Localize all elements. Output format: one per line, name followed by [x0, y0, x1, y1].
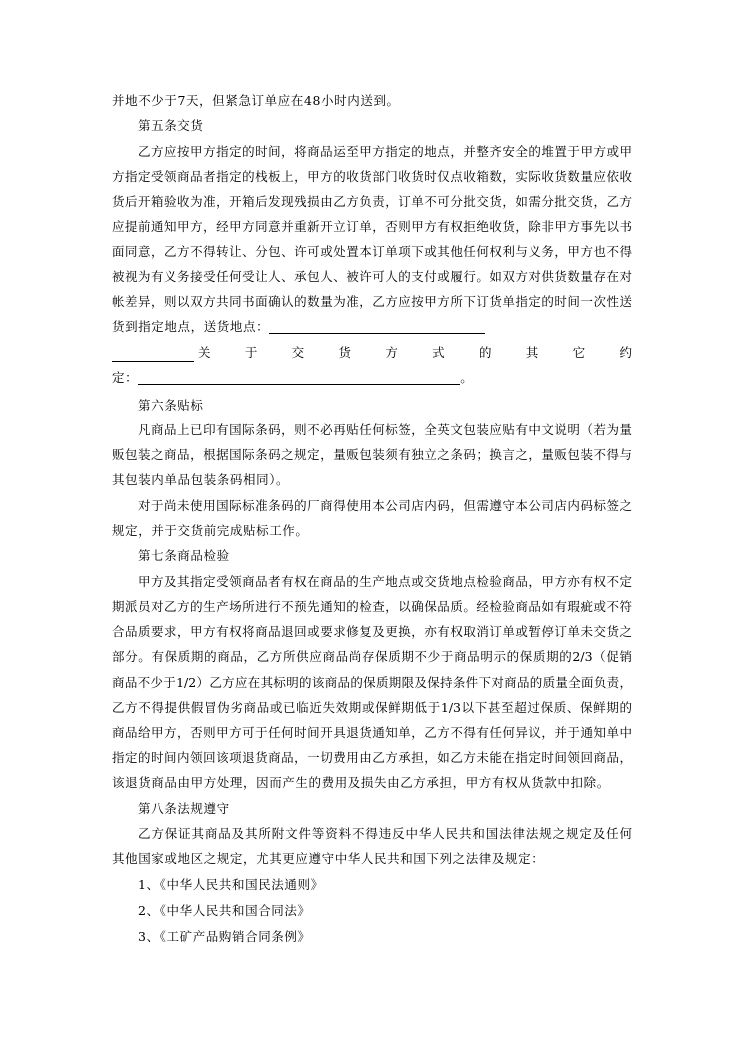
other-terms-continuation	[112, 366, 632, 390]
law-item-1: 1、《中华人民共和国民法通则》	[138, 877, 324, 892]
other-terms-char: 方	[385, 345, 398, 360]
other-terms-char: 式	[432, 345, 445, 360]
other-terms-label	[194, 341, 632, 365]
text-line: 规定，并于交货前完成贴标工作。	[112, 523, 309, 538]
other-terms-char: 约	[619, 345, 632, 360]
text-line: 凡商品上已印有国际条码，则不必再贴任何标签，全英文包装应贴有中文说明（若为量	[138, 422, 632, 437]
text-line: 乙方保证其商品及其所附文件等资料不得违反中华人民共和国法律法规之规定及任何	[138, 826, 632, 841]
text-line: 指定的时间内领回该项退货商品，一切费用由乙方承担，如乙方未能在指定时间领回商品，	[112, 750, 632, 765]
text-line: 甲方及其指定受领商品者有权在商品的生产地点或交货地点检验商品，甲方亦有权不定	[138, 574, 632, 589]
delivery-address-label: 货到指定地点，送货地点：	[112, 319, 270, 334]
text-line: 面同意，乙方不得转让、分包、许可或处置本订单项下或其他任何权利与义务，甲方也不得	[112, 244, 632, 259]
other-terms-char: 其	[525, 345, 539, 360]
section-heading-8: 第八条法规遵守	[138, 801, 230, 816]
other-terms-blank[interactable]	[112, 345, 194, 362]
section-heading-6: 第六条贴标	[138, 398, 204, 413]
section-heading-5: 第五条交货	[138, 118, 204, 133]
other-terms-char: 于	[244, 345, 258, 360]
text-line: 帐差异，则以双方共同书面确认的数量为准，乙方应按甲方所下订货单指定的时间一次性送	[112, 294, 632, 309]
other-terms-line	[112, 341, 632, 365]
delivery-address-line	[112, 315, 632, 339]
text-line: 合品质要求，甲方有权将商品退回或要求修复及更换，亦有权取消订单或暂停订单未交货之	[112, 624, 632, 639]
text-line: 该退货商品由甲方处理，因而产生的费用及损失由乙方承担，甲方有权从货款中扣除。	[112, 775, 610, 790]
text-line: 货后开箱验收为准，开箱后发现残损由乙方负责，订单不可分批交货，如需分批交货，乙方	[112, 194, 632, 209]
delivery-address-blank[interactable]	[269, 317, 485, 334]
other-terms-char: 关	[198, 345, 211, 360]
text-line: 期派员对乙方的生产场所进行不预先通知的检查，以确保品质。经检验商品如有瑕疵或不符	[112, 599, 632, 614]
period: 。	[460, 370, 474, 385]
text-line: 被视为有义务接受任何受让人、承包人、被许可人的支付或履行。如双方对供货数量存在对	[112, 269, 632, 284]
text-line: 商品给甲方，否则甲方可于任何时间开具退货通知单，乙方不得有任何异议，并于通知单中	[112, 725, 632, 740]
section-heading-7: 第七条商品检验	[138, 548, 230, 563]
text-line: 并地不少于7天，但紧急订单应在48小时内送到。	[112, 93, 400, 108]
other-terms-char: 的	[478, 345, 492, 360]
text-line: 贩包装之商品，根据国际条码之规定，量贩包装须有独立之条码；换言之，量贩包装不得与	[112, 447, 632, 462]
other-terms-prefix: 定：	[112, 370, 139, 385]
other-terms-char: 交	[291, 345, 305, 360]
law-item-3: 3、《工矿产品购销合同条例》	[138, 929, 311, 944]
text-line: 乙方不得提供假冒伪劣商品或已临近失效期或保鲜期低于1/3以下甚至超过保质、保鲜期的	[112, 700, 632, 715]
law-item-2: 2、《中华人民共和国合同法》	[138, 903, 311, 918]
text-line: 乙方应按甲方指定的时间，将商品运至甲方指定的地点，并整齐安全的堆置于甲方或甲	[138, 144, 632, 159]
other-terms-blank-2[interactable]	[138, 368, 460, 385]
text-line: 应提前通知甲方，经甲方同意并重新开立订单，否则甲方有权拒绝收货，除非甲方事先以书	[112, 219, 632, 234]
text-line: 商品不少于1/2）乙方应在其标明的该商品的保质期限及保持条件下对商品的质量全面负责，	[112, 675, 632, 690]
text-line: 方指定受领商品者指定的栈板上，甲方的收货部门收货时仅点收箱数，实际收货数量应依收	[112, 169, 632, 184]
other-terms-char: 货	[338, 345, 351, 360]
text-line: 部分。有保质期的商品，乙方所供应商品尚存保质期不少于商品明示的保质期的2/3（促销	[112, 649, 632, 664]
text-line: 对于尚未使用国际标准条码的厂商得使用本公司店内码，但需遵守本公司店内码标签之	[138, 498, 632, 513]
other-terms-char: 它	[572, 345, 586, 360]
text-line: 其包装内单品包装条码相同）。	[112, 472, 290, 487]
text-line: 其他国家或地区之规定，尤其更应遵守中华人民共和国下列之法律及规定：	[112, 851, 545, 866]
